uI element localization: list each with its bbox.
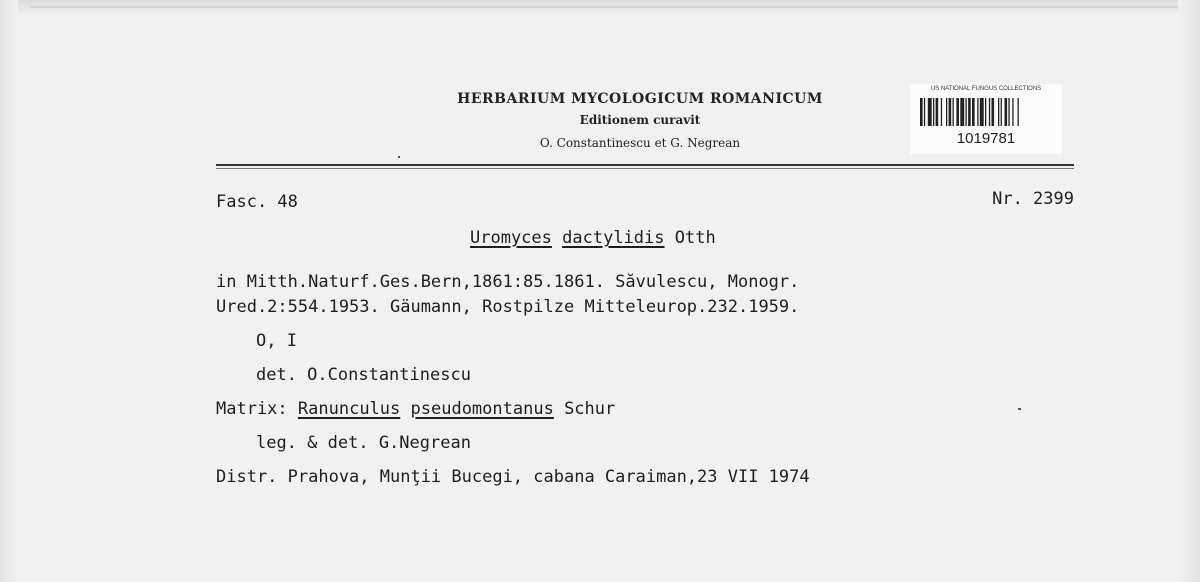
matrix-line xyxy=(216,398,615,420)
species-genus: Uromyces xyxy=(470,228,552,248)
citation-line-2: Ured.2:554.1953. Gäumann, Rostpilze Mitteleurop.232.1959. xyxy=(216,297,800,317)
determiner: det. O.Constantinescu xyxy=(256,365,471,385)
species-epithet: dactylidis xyxy=(562,228,665,248)
fold-line xyxy=(30,6,1180,8)
host-author: Schur xyxy=(564,399,616,419)
editor-names: O. Constantinescu et G. Negrean xyxy=(539,136,741,150)
spore-stages: O, I xyxy=(256,331,297,351)
fascicle-number: Fasc. 48 xyxy=(216,192,298,212)
paper-speck xyxy=(1018,408,1021,410)
specimen-number: Nr. 2399 xyxy=(992,189,1074,209)
paper-speck xyxy=(398,156,400,158)
species-name xyxy=(470,227,716,249)
citation-line-1: in Mitth.Naturf.Ges.Bern,1861:85.1861. Săvulescu, Monogr. xyxy=(216,272,800,292)
host-epithet: pseudomontanus xyxy=(410,399,554,419)
barcode-bars xyxy=(920,98,1052,126)
host-genus: Ranunculus xyxy=(297,399,401,419)
editor-note: Editionem curavit xyxy=(579,113,701,127)
herbarium-title: HERBARIUM MYCOLOGICUM ROMANICUM xyxy=(457,91,823,107)
sheet-right-edge xyxy=(1178,0,1200,582)
species-author: Otth xyxy=(674,228,716,248)
sheet-left-edge xyxy=(0,0,18,582)
barcode-caption: US NATIONAL FUNGUS COLLECTIONS xyxy=(930,86,1042,92)
header-rule xyxy=(216,164,1074,169)
collector: leg. & det. G.Negrean xyxy=(256,433,471,453)
label-header xyxy=(420,88,860,156)
barcode-number: 1019781 xyxy=(956,130,1016,147)
barcode-label xyxy=(910,84,1062,154)
locality: Distr. Prahova, Munţii Bucegi, cabana Caraiman,23 VII 1974 xyxy=(216,467,810,487)
matrix-prefix: Matrix: xyxy=(216,399,288,419)
